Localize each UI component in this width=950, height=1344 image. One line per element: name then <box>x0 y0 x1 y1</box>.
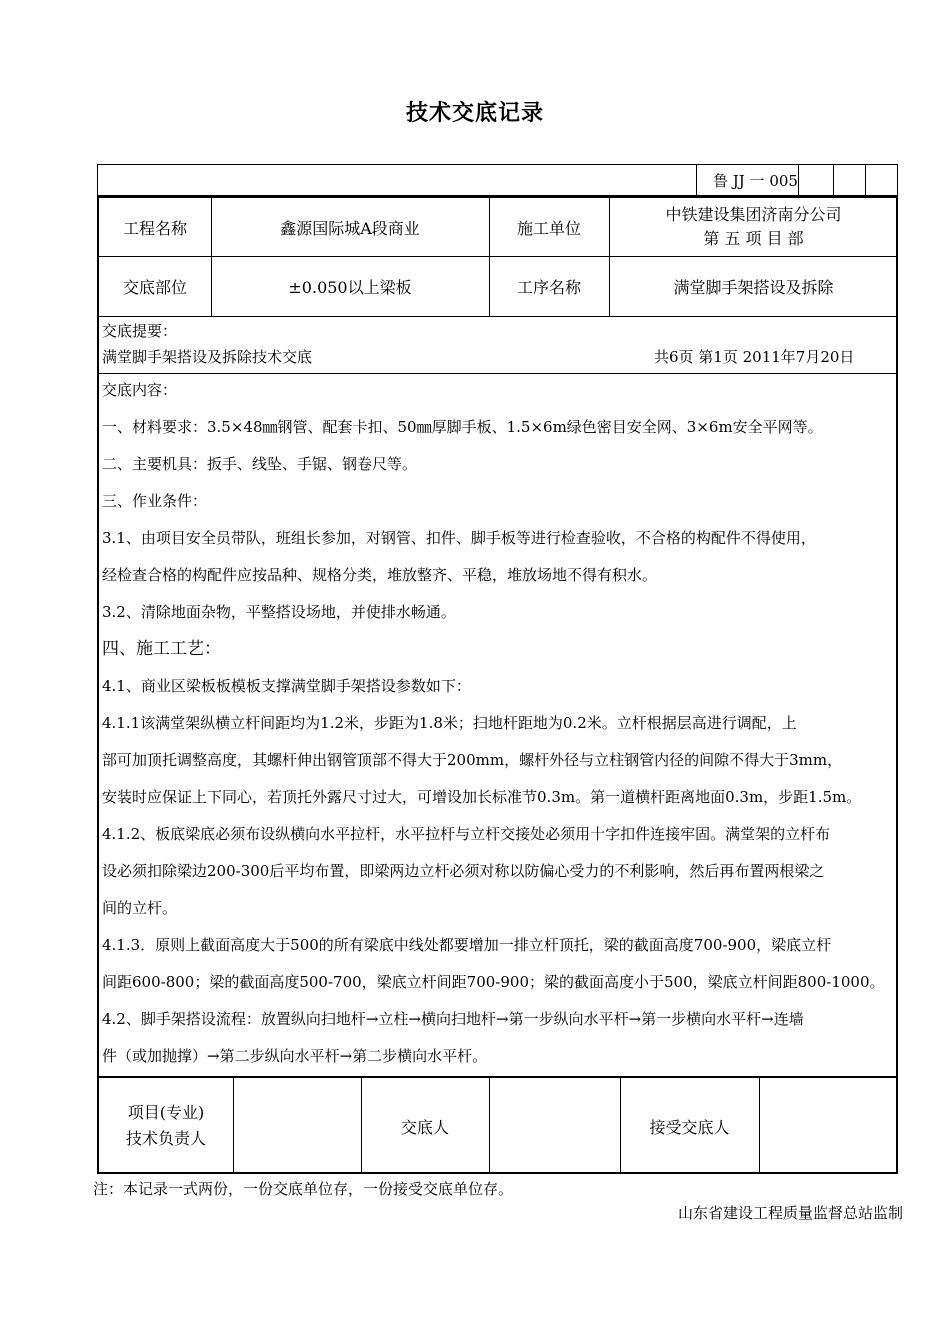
tech-lead-signature[interactable] <box>233 1078 361 1174</box>
tech-lead-line-1: 项目(专业) <box>127 1103 205 1122</box>
summary-block <box>102 318 897 370</box>
content-label: 交底内容： <box>102 381 178 399</box>
code-separator <box>696 165 697 195</box>
content-line: 3.1、由项目安全员带队，班组长参加，对钢管、扣件、脚手板等进行检查验收，不合格的构配件不得使用， <box>102 529 816 547</box>
content-line: 间的立杆。 <box>102 899 178 917</box>
form-code: 鲁 JJ 一 005 <box>713 172 798 190</box>
project-name-value: 鑫源国际城A段商业 <box>280 218 420 238</box>
receiver-signature[interactable] <box>759 1078 898 1174</box>
discloser-signature[interactable] <box>489 1078 620 1174</box>
content-heading: 四、施工工艺： <box>102 639 221 659</box>
content-line: 4.2、脚手架搭设流程：放置纵向扫地杆→立柱→横向扫地杆→第一步纵向水平杆→第一步横向水平杆→连墙 <box>102 1010 804 1028</box>
content-block <box>102 372 897 1075</box>
contractor-line-2: 第 五 项 目 部 <box>703 229 804 248</box>
summary-label: 交底提要： <box>102 322 178 340</box>
contractor-value <box>609 198 898 256</box>
summary-text: 满堂脚手架搭设及拆除技术交底 <box>102 348 313 366</box>
code-box-1 <box>798 165 829 195</box>
process-value: 满堂脚手架搭设及拆除 <box>673 277 834 297</box>
project-name-label: 工程名称 <box>122 218 187 238</box>
contractor-line-1: 中铁建设集团济南分公司 <box>665 205 842 224</box>
content-line: 经检查合格的构配件应按品种、规格分类，堆放整齐、平稳，堆放场地不得有积水。 <box>102 566 658 584</box>
content-line: 件（或加抛撑）→第二步纵向水平杆→第二步横向水平杆。 <box>102 1047 488 1065</box>
content-line: 4.1.3．原则上截面高度大于500的所有梁底中线处都要增加一排立杆顶托，梁的截面高度700-900，梁底立杆 <box>102 936 832 954</box>
tech-lead-label <box>99 1078 233 1174</box>
footnote: 注：本记录一式两份，一份交底单位存，一份接受交底单位存。 <box>93 1180 514 1198</box>
content-line: 4.1.2、板底梁底必须布设纵横向水平拉杆，水平拉杆与立杆交接处必须用十字扣件连接牢固。满堂架的立杆布 <box>102 825 831 843</box>
summary-pages-date: 共6页 第1页 2011年7月20日 <box>654 348 855 366</box>
code-box-2 <box>833 165 864 195</box>
discloser-label: 交底人 <box>400 1117 449 1137</box>
form-code-row <box>97 164 898 196</box>
content-line: 三、作业条件： <box>102 492 208 510</box>
content-line: 安装时应保证上下同心，若顶托外露尺寸过大，可增设加长标准节0.3m。第一道横杆距离地面0.3m，步距1.5m。 <box>102 788 862 806</box>
content-line: 部可加顶托调整高度，其螺杆伸出钢管顶部不得大于200mm，螺杆外径与立柱钢管内径的间隙不得大于3mm， <box>102 751 843 769</box>
location-label: 交底部位 <box>122 277 187 297</box>
content-line: 二、主要机具：扳手、线坠、手锯、钢卷尺等。 <box>102 455 418 473</box>
content-line: 4.1、商业区梁板板模板支撑满堂脚手架搭设参数如下： <box>102 677 471 695</box>
issuer-footer: 山东省建设工程质量监督总站监制 <box>677 1204 903 1222</box>
tech-lead-line-2: 技术负责人 <box>125 1129 206 1148</box>
contractor-label: 施工单位 <box>516 218 581 238</box>
summary-row <box>102 344 897 370</box>
location-value: ±0.050以上梁板 <box>288 277 412 297</box>
content-line: 4.1.1该满堂架纵横立杆间距均为1.2米，步距为1.8米；扫地杆距地为0.2米。立杆根据层高进行调配，上 <box>102 714 797 732</box>
disclosure-table <box>97 196 898 1174</box>
page-title: 技术交底记录 <box>405 101 544 126</box>
process-label: 工序名称 <box>516 277 581 297</box>
content-line: 3.2、清除地面杂物，平整搭设场地，并使排水畅通。 <box>102 603 456 621</box>
code-box-3 <box>865 165 896 195</box>
row-divider <box>99 316 896 317</box>
content-line: 设必须扣除梁边200-300后平均布置，即梁两边立杆必须对称以防偏心受力的不利影响，然后再布置两根梁之 <box>102 862 825 880</box>
receiver-label: 接受交底人 <box>649 1117 730 1137</box>
content-line: 间距600-800；梁的截面高度500-700，梁底立杆间距700-900；梁的截面高度小于500，梁底立杆间距800-1000。 <box>102 973 885 991</box>
content-line: 一、材料要求：3.5×48㎜钢管、配套卡扣、50㎜厚脚手板、1.5×6m绿色密目安全网、3×6m安全平网等。 <box>102 418 823 436</box>
